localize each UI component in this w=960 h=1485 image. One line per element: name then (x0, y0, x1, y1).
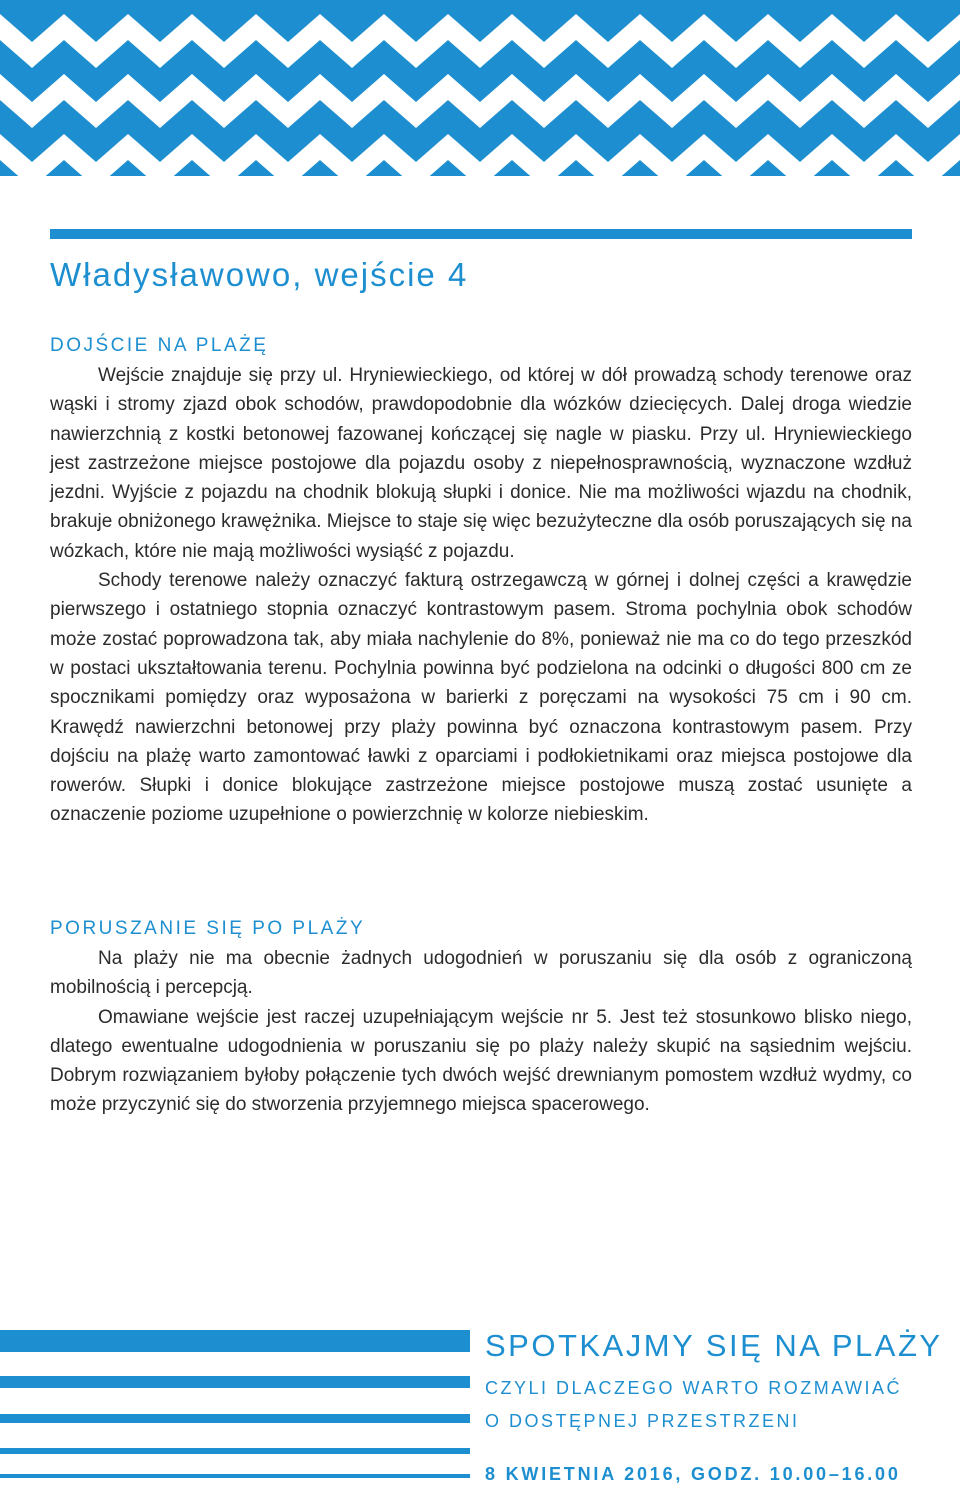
event-title: SPOTKAJMY SIĘ NA PLAŻY (485, 1328, 943, 1363)
section-heading-moving: PORUSZANIE SIĘ PO PLAŻY (50, 918, 366, 939)
stripe (0, 1474, 470, 1478)
chevron-pattern-banner (0, 0, 960, 176)
section-heading-access: DOJŚCIE NA PLAŻĘ (50, 335, 269, 356)
title-divider (50, 229, 912, 239)
event-subtitle: O DOSTĘPNEJ PRZESTRZENI (485, 1411, 800, 1431)
decorative-stripes (0, 1330, 470, 1480)
paragraph: Na plaży nie ma obecnie żadnych udogodnień w poruszaniu się dla osób z ograniczoną mobilnością i percepcją. (50, 948, 912, 999)
paragraph: Wejście znajduje się przy ul. Hryniewieckiego, od której w dół prowadzą schody terenowe oraz wąski i stromy zjazd obok schodów, prawdopodobnie dla wózków dziecięcych. Dalej droga wiedzie nawierzchnią z kostki betonowej fazowanej kończącej się nagle w piasku. Przy ul. Hryniewieckiego jest zastrzeżone miejsce postojowe dla pojazdu osoby z niepełnosprawnością, wyznaczone wzdłuż jezdni. Wyjście z pojazdu na chodnik blokują słupki i donice. Nie ma możliwości wjazdu na chodnik, brakuje obniżonego krawężnika. Miejsce to staje się więc bezużyteczne dla osób poruszających się na wózkach, które nie mają możliwości wysiąść z pojazdu. (50, 365, 912, 562)
stripe (0, 1376, 470, 1388)
event-date: 8 KWIETNIA 2016, GODZ. 10.00–16.00 (485, 1464, 901, 1484)
paragraph: Omawiane wejście jest raczej uzupełniającym wejście nr 5. Jest też stosunkowo blisko niego, dlatego ewentualne udogodnienia w poruszaniu się po plaży należy skupić na sąsiednim wejściu. Dobrym rozwiązaniem byłoby połączenie tych dwóch wejść drewnianym pomostem wzdłuż wydmy, co może przyczynić się do stworzenia przyjemnego miejsca spacerowego. (50, 1006, 912, 1116)
stripe (0, 1330, 470, 1352)
event-subtitle: CZYLI DLACZEGO WARTO ROZMAWIAĆ (485, 1378, 903, 1398)
section-body-moving (50, 944, 912, 1120)
paragraph: Schody terenowe należy oznaczyć fakturą ostrzegawczą w górnej i dolnej części a krawędzie pierwszego i ostatniego stopnia oznaczyć kontrastowym pasem. Stroma pochylnia obok schodów może zostać poprowadzona tak, aby miała nachylenie do 8%, ponieważ nie ma co do tego przeszkód w postaci ukształtowania terenu. Pochylnia powinna być podzielona na odcinki o długości 800 cm ze spocznikami pomiędzy oraz wyposażona w barierki z poręczami na wysokości 75 cm i 90 cm. Krawędź nawierzchni betonowej przy plaży powinna być oznaczona kontrastowym pasem. Przy dojściu na plażę warto zamontować ławki z oparciami i podłokietnikami oraz miejsca postojowe dla rowerów. Słupki i donice blokujące zastrzeżone miejsce postojowe muszą zostać usunięte a oznaczenie poziome uzupełnione o powierzchnię w kolorze niebieskim. (50, 570, 912, 826)
stripe (0, 1448, 470, 1454)
event-info (485, 1326, 955, 1485)
page-title: Władysławowo, wejście 4 (50, 256, 469, 293)
stripe (0, 1414, 470, 1423)
section-body-access (50, 361, 912, 830)
